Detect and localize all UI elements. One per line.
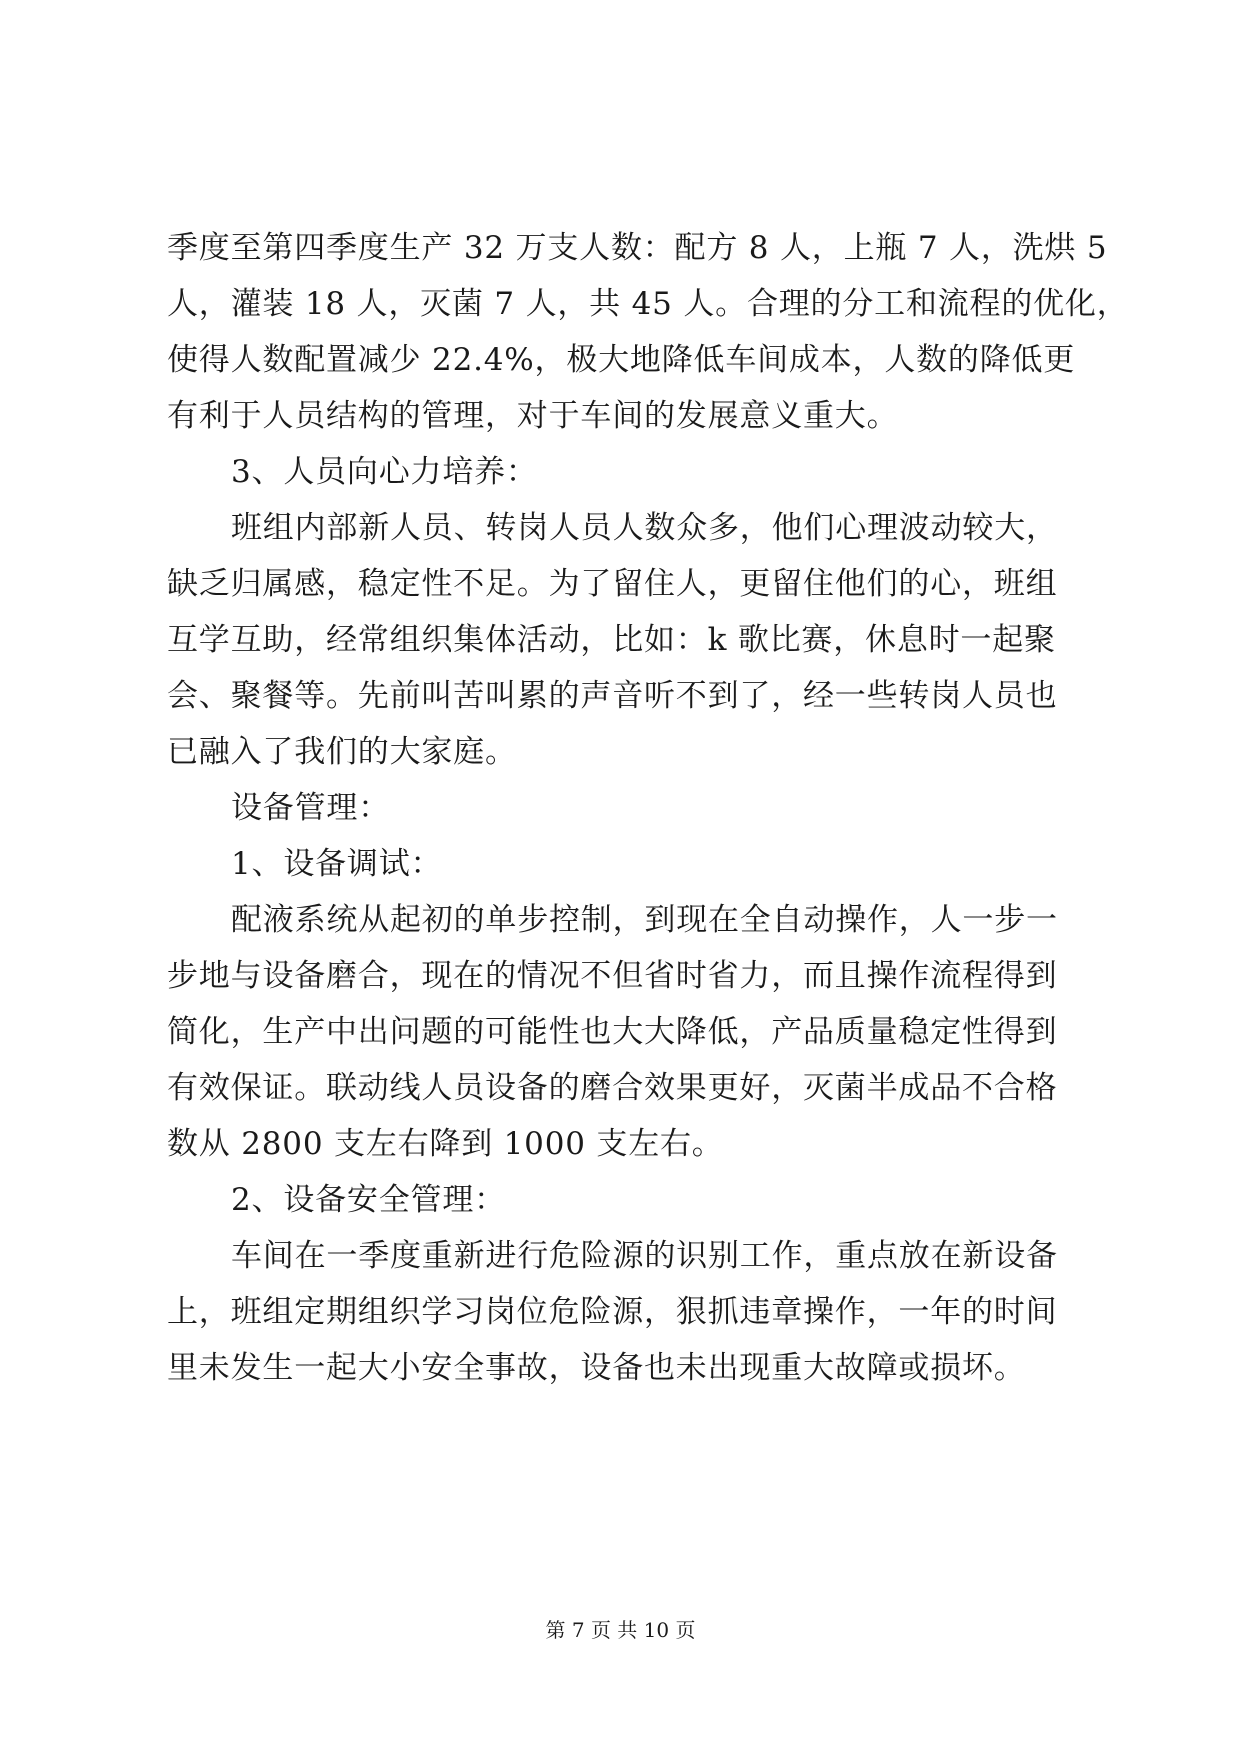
paragraph-line: 人，灌装 18 人，灭菌 7 人，共 45 人。合理的分工和流程的优化， — [167, 286, 1129, 322]
paragraph-line: 已融入了我们的大家庭。 — [167, 734, 517, 770]
paragraph-line: 有效保证。联动线人员设备的磨合效果更好，灭菌半成品不合格 — [167, 1070, 1058, 1106]
section-heading: 设备管理： — [231, 790, 390, 826]
paragraph-line: 有利于人员结构的管理，对于车间的发展意义重大。 — [167, 398, 899, 434]
paragraph-line: 上，班组定期组织学习岗位危险源，狠抓违章操作，一年的时间 — [167, 1294, 1058, 1330]
paragraph-line: 使得人数配置减少 22.4%，极大地降低车间成本，人数的降低更 — [167, 342, 1076, 378]
section-heading: 3、人员向心力培养： — [231, 454, 538, 490]
page-number-footer: 第 7 页 共 10 页 — [545, 1618, 696, 1642]
paragraph-line: 配液系统从起初的单步控制，到现在全自动操作，人一步一 — [231, 902, 1058, 938]
paragraph-line: 车间在一季度重新进行危险源的识别工作，重点放在新设备 — [231, 1238, 1058, 1274]
paragraph-line: 季度至第四季度生产 32 万支人数：配方 8 人，上瓶 7 人，洗烘 5 — [167, 230, 1108, 266]
paragraph-line: 里未发生一起大小安全事故，设备也未出现重大故障或损坏。 — [167, 1350, 1026, 1386]
paragraph-line: 班组内部新人员、转岗人员人数众多，他们心理波动较大， — [231, 510, 1058, 546]
paragraph-line: 步地与设备磨合，现在的情况不但省时省力，而且操作流程得到 — [167, 958, 1058, 994]
paragraph-line: 互学互助，经常组织集体活动，比如：k 歌比赛，休息时一起聚 — [167, 622, 1056, 658]
paragraph-line: 简化，生产中出问题的可能性也大大降低，产品质量稳定性得到 — [167, 1014, 1058, 1050]
paragraph-line: 会、聚餐等。先前叫苦叫累的声音听不到了，经一些转岗人员也 — [167, 678, 1058, 714]
subsection-heading: 1、设备调试： — [231, 846, 443, 882]
paragraph-line: 缺乏归属感，稳定性不足。为了留住人，更留住他们的心，班组 — [167, 566, 1058, 602]
subsection-heading: 2、设备安全管理： — [231, 1182, 506, 1218]
paragraph-line: 数从 2800 支左右降到 1000 支左右。 — [167, 1126, 724, 1162]
